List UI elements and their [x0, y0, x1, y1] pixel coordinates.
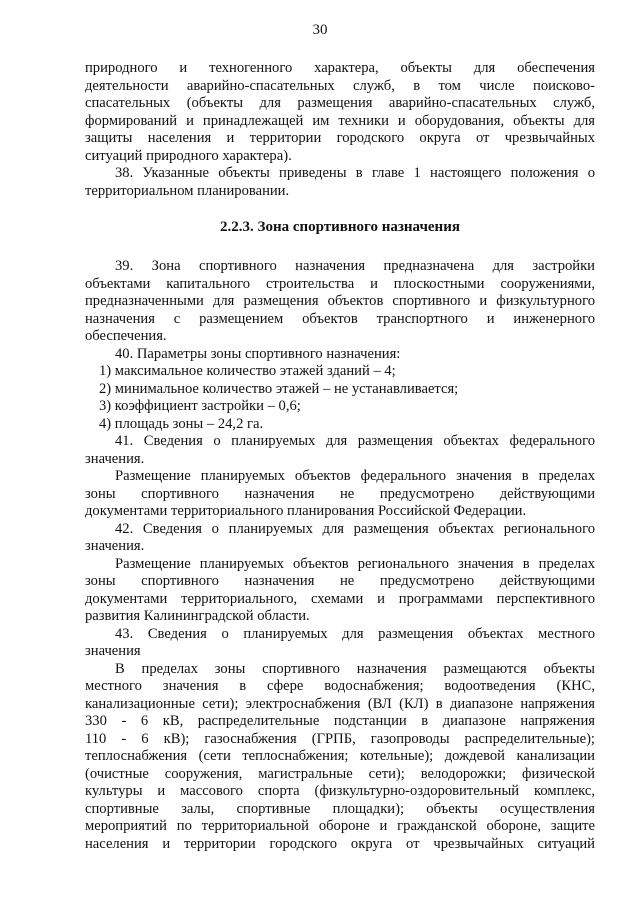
- text-line: местного значения в сфере водоснабжения; водоотведения (КНС,: [85, 678, 595, 694]
- list-item: 2) минимальное количество этажей – не устанавливается;: [99, 380, 459, 397]
- text-line: документами территориального планирования Российской Федерации.: [85, 503, 527, 519]
- text-line: 330 - 6 кВ, распределительные подстанции в диапазоне напряжения: [85, 713, 595, 729]
- text-line: природного и техногенного характера, объекты для обеспечения: [85, 60, 595, 76]
- list-item: 4) площадь зоны – 24,2 га.: [99, 415, 264, 432]
- text-line: значения: [85, 643, 141, 659]
- text-line: предназначенными для размещения объектов спортивного и физкультурного: [85, 293, 595, 309]
- text-line: спортивные залы, спортивные площадки); объекты осуществления: [85, 800, 595, 817]
- page-number: 30: [312, 22, 328, 38]
- text-line: 41. Сведения о планируемых для размещения объектах федерального: [115, 433, 595, 449]
- text-line: 110 - 6 кВ); газоснабжения (ГРПБ, газопроводы распределительные);: [85, 730, 595, 747]
- paragraph-41: [85, 433, 595, 521]
- text-line: объектами капитального строительства и плоскостными сооружениями,: [85, 275, 595, 292]
- paragraph-40: [85, 346, 595, 434]
- text-line: документами территориального, схемами и программами перспективного: [85, 590, 595, 607]
- text-line: 39. Зона спортивного назначения предназначена для застройки: [115, 258, 595, 274]
- paragraph-39: [85, 258, 595, 346]
- text-line: Размещение планируемых объектов федерального значения в пределах: [115, 468, 595, 484]
- text-line: значения.: [85, 450, 145, 467]
- text-line: значения.: [85, 538, 145, 554]
- text-line: защиты населения и территории городского округа от чрезвычайных: [85, 130, 595, 146]
- section-heading: 2.2.3. Зона спортивного назначения: [220, 219, 460, 235]
- document-body: [85, 60, 595, 853]
- text-line: теплоснабжения (сети теплоснабжения; котельные); дождевой канализации: [85, 748, 595, 764]
- text-line: зоны спортивного назначения не предусмотрено действующими: [85, 573, 595, 589]
- text-line: 40. Параметры зоны спортивного назначения:: [115, 345, 401, 362]
- paragraph-43: [85, 626, 595, 854]
- text-line: зоны спортивного назначения не предусмотрено действующими: [85, 485, 595, 502]
- text-line: Размещение планируемых объектов регионального значения в пределах: [115, 555, 595, 572]
- text-line: 42. Сведения о планируемых для размещения объектах регионального: [115, 520, 595, 537]
- text-line: назначения с размещением объектов транспортного и инженерного: [85, 310, 595, 327]
- paragraph-continuation: [85, 60, 595, 165]
- text-line: обеспечения.: [85, 328, 167, 344]
- text-line: населения и территории городского округа от чрезвычайных ситуаций: [85, 835, 595, 852]
- text-line: ситуаций природного характера).: [85, 147, 292, 164]
- text-line: спасательных (объекты для размещения аварийно-спасательных служб,: [85, 95, 595, 111]
- paragraph-38: [85, 165, 595, 200]
- text-line: развития Калининградской области.: [85, 608, 310, 624]
- paragraph-42: [85, 521, 595, 626]
- text-line: канализационные сети); электроснабжения (ВЛ (КЛ) в диапазоне напряжения: [85, 695, 595, 712]
- text-line: деятельности аварийно-спасательных служб, в том числе поисково-: [85, 77, 595, 94]
- text-line: 43. Сведения о планируемых для размещения объектах местного: [115, 625, 595, 642]
- text-line: мероприятий по территориальной обороне и гражданской обороне, защите: [85, 818, 595, 834]
- text-line: территориальном планировании.: [85, 182, 290, 199]
- text-line: (очистные сооружения, магистральные сети); велодорожки; физической: [85, 765, 595, 782]
- list-item: 1) максимальное количество этажей зданий – 4;: [99, 363, 396, 379]
- text-line: 38. Указанные объекты приведены в главе 1 настоящего положения о: [115, 165, 595, 181]
- list-item: 3) коэффициент застройки – 0,6;: [99, 398, 301, 414]
- text-line: В пределах зоны спортивного назначения размещаются объекты: [115, 660, 595, 677]
- text-line: культуры и массового спорта (физкультурно-оздоровительный комплекс,: [85, 783, 595, 799]
- text-line: формирований и принадлежащей им техники и оборудования, объекты для: [85, 112, 595, 129]
